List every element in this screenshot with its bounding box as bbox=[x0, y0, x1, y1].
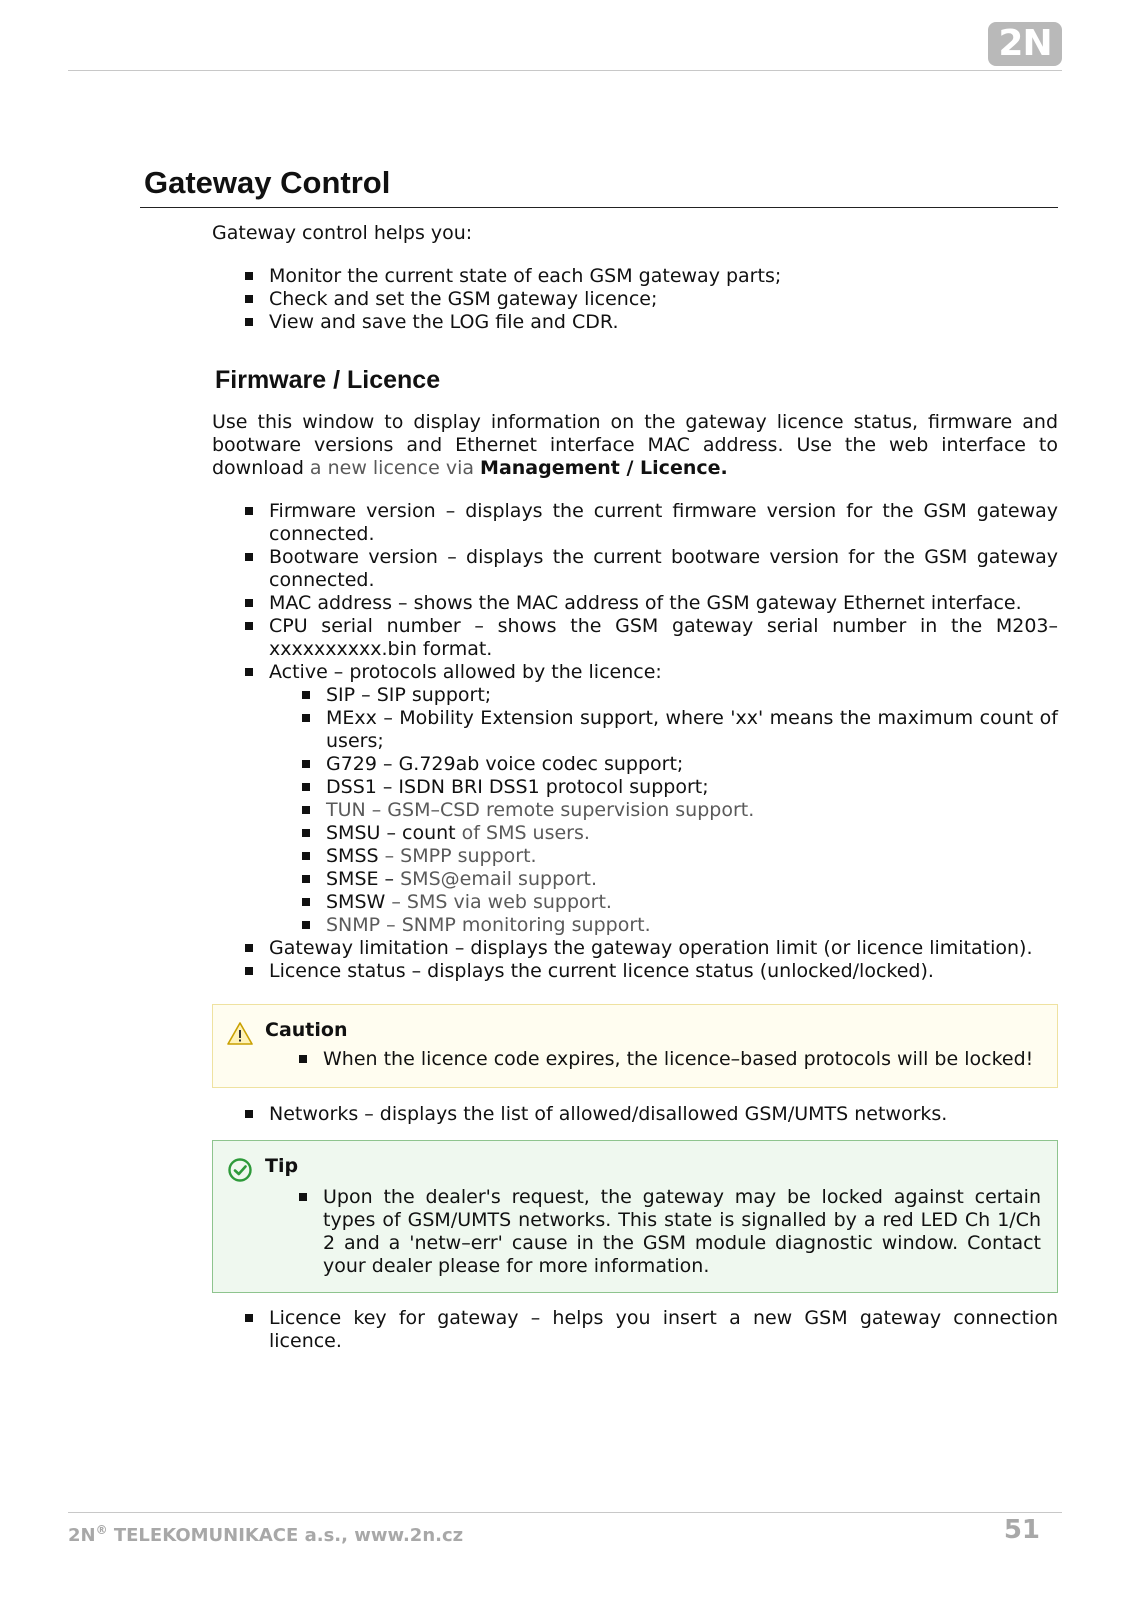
title-underline bbox=[140, 207, 1058, 208]
caution-item: When the licence code expires, the licence–based protocols will be locked! bbox=[323, 1048, 1041, 1071]
details-list bbox=[212, 500, 1058, 983]
tip-item: Upon the dealer's request, the gateway may be locked against certain types of GSM/UMTS networks. This state is signalled by a red LED Ch 1/Ch 2 and a 'netw–err' cause in the GSM module diagnostic window. Contact your dealer please for more information. bbox=[323, 1186, 1041, 1277]
caution-title: Caution bbox=[265, 1019, 348, 1041]
protocol-list bbox=[269, 684, 1058, 937]
list-item: Bootware version – displays the current bootware version for the GSM gateway connected. bbox=[269, 546, 1058, 591]
networks-list bbox=[212, 1103, 1058, 1126]
list-item: MAC address – shows the MAC address of the GSM gateway Ethernet interface. bbox=[269, 592, 1058, 615]
list-item-active: Active – protocols allowed by the licence: SIP – SIP support; MExx – Mobility Extension support, where 'xx' means the maximum count of users; G729 – G.729ab voice codec support; DSS1 – ISDN BRI DSS1 protocol support; TUN – GSM–CSD remote supervision support. SMSU – count of SMS users. SMSS – SMPP support. SMSE – SMS@email support. SMSW – SMS via web support. SNMP – SNMP monitoring support. bbox=[269, 661, 1058, 936]
section-paragraph-block bbox=[212, 411, 1058, 480]
tip-list bbox=[323, 1186, 1041, 1278]
intro-list-block bbox=[212, 265, 1058, 334]
section-paragraph: Use this window to display information on the gateway licence status, firmware and bootware versions and Ethernet interface MAC address. Use the web interface to download a new licence via Management / Licence. bbox=[212, 411, 1058, 479]
list-item: Firmware version – displays the current firmware version for the GSM gateway connected. bbox=[269, 500, 1058, 545]
intro-paragraph: Gateway control helps you: bbox=[212, 222, 473, 244]
protocol-item: MExx – Mobility Extension support, where 'xx' means the maximum count of users; bbox=[326, 707, 1058, 752]
protocol-item: SIP – SIP support; bbox=[326, 684, 1058, 707]
tip-box bbox=[212, 1140, 1058, 1293]
header-divider bbox=[68, 70, 1062, 71]
protocol-item: SNMP – SNMP monitoring support. bbox=[326, 914, 1058, 937]
tip-title: Tip bbox=[265, 1155, 299, 1177]
protocol-item: SMSE – SMS@email support. bbox=[326, 868, 1058, 891]
intro-block bbox=[212, 222, 1058, 245]
check-circle-icon bbox=[227, 1157, 253, 1183]
caution-list bbox=[323, 1048, 1041, 1071]
intro-list bbox=[212, 265, 1058, 334]
protocol-item: TUN – GSM–CSD remote supervision support. bbox=[326, 799, 1058, 822]
section-heading: Firmware / Licence bbox=[215, 366, 441, 394]
page-title: Gateway Control bbox=[144, 165, 391, 200]
protocol-item: G729 – G.729ab voice codec support; bbox=[326, 753, 1058, 776]
page-number: 51 bbox=[1003, 1515, 1040, 1545]
footer-divider bbox=[68, 1512, 1062, 1513]
list-item: Monitor the current state of each GSM gateway parts; bbox=[269, 265, 1058, 288]
warning-triangle-icon bbox=[227, 1021, 253, 1047]
footer-company: 2N® TELEKOMUNIKACE a.s., www.2n.cz bbox=[68, 1523, 464, 1546]
list-item: Check and set the GSM gateway licence; bbox=[269, 288, 1058, 311]
list-item: Gateway limitation – displays the gateway operation limit (or licence limitation). bbox=[269, 937, 1058, 960]
list-item: CPU serial number – shows the GSM gateway serial number in the M203–xxxxxxxxxx.bin format. bbox=[269, 615, 1058, 660]
details-list-block bbox=[212, 500, 1058, 983]
list-item: Licence key for gateway – helps you insert a new GSM gateway connection licence. bbox=[269, 1307, 1058, 1352]
caution-box bbox=[212, 1004, 1058, 1088]
licence-key-list bbox=[212, 1307, 1058, 1353]
list-item: Licence status – displays the current licence status (unlocked/locked). bbox=[269, 960, 1058, 983]
protocol-item: DSS1 – ISDN BRI DSS1 protocol support; bbox=[326, 776, 1058, 799]
list-item: View and save the LOG file and CDR. bbox=[269, 311, 1058, 334]
networks-block bbox=[212, 1103, 1058, 1126]
protocol-item: SMSU – count of SMS users. bbox=[326, 822, 1058, 845]
licence-key-block bbox=[212, 1307, 1058, 1353]
protocol-item: SMSS – SMPP support. bbox=[326, 845, 1058, 868]
company-logo: 2N bbox=[988, 22, 1062, 66]
protocol-item: SMSW – SMS via web support. bbox=[326, 891, 1058, 914]
list-item: Networks – displays the list of allowed/disallowed GSM/UMTS networks. bbox=[269, 1103, 1058, 1126]
